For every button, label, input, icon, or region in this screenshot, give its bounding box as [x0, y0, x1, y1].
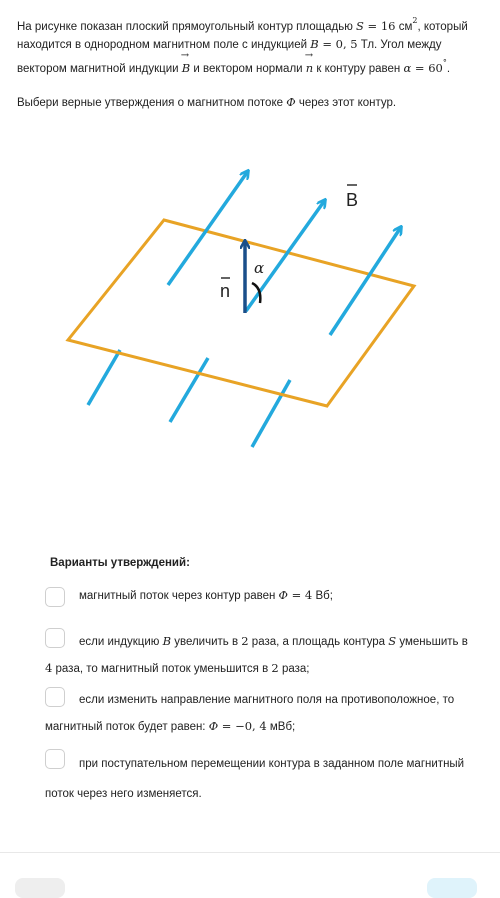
label-n: n	[220, 281, 231, 301]
problem-paragraph-1: На рисунке показан плоский прямоугольный контур площадью S = 16 $см^2$, который находится в однородном магнитном поле с индукцией B = 0, 5 Тл. Угол между вектором магнитной индукции → B и вектором нормали → n к контуру равен α = 60°.	[17, 12, 487, 78]
option-1[interactable]: магнитный поток через контур равен Φ = 4 Вб;	[45, 587, 475, 605]
label-B: B	[346, 190, 359, 210]
option-2-checkbox[interactable]	[45, 628, 65, 648]
problem-paragraph-2: Выбери верные утверждения о магнитном потоке Φ через этот контур.	[17, 95, 397, 109]
option-1-checkbox[interactable]	[45, 587, 65, 607]
option-2[interactable]: если индукцию B увеличить в 2 раза, а площадь контура S уменьшить в 4 раза, то магнитный поток уменьшится в 2 раза;	[45, 628, 475, 682]
field-line-upper-2	[246, 200, 325, 311]
footer-divider	[0, 852, 500, 853]
label-alpha: α	[254, 259, 265, 277]
field-line-lower-3	[252, 380, 290, 447]
next-button[interactable]	[427, 878, 477, 898]
rectangular-contour	[68, 220, 414, 406]
options-title: Варианты утверждений:	[50, 557, 190, 569]
option-4-checkbox[interactable]	[45, 749, 65, 769]
problem-statement	[17, 12, 487, 128]
magnetic-flux-figure	[0, 155, 500, 475]
back-button[interactable]	[15, 878, 65, 898]
field-line-lower-1	[88, 350, 120, 405]
option-3[interactable]: если изменить направление магнитного поля на противоположное, то магнитный поток будет равен: Φ = −0, 4 мВб;	[45, 687, 475, 740]
option-3-checkbox[interactable]	[45, 687, 65, 707]
field-line-upper-1	[168, 171, 248, 285]
option-4[interactable]: при поступательном перемещении контура в заданном поле магнитный поток через него изменяется.	[45, 749, 475, 809]
